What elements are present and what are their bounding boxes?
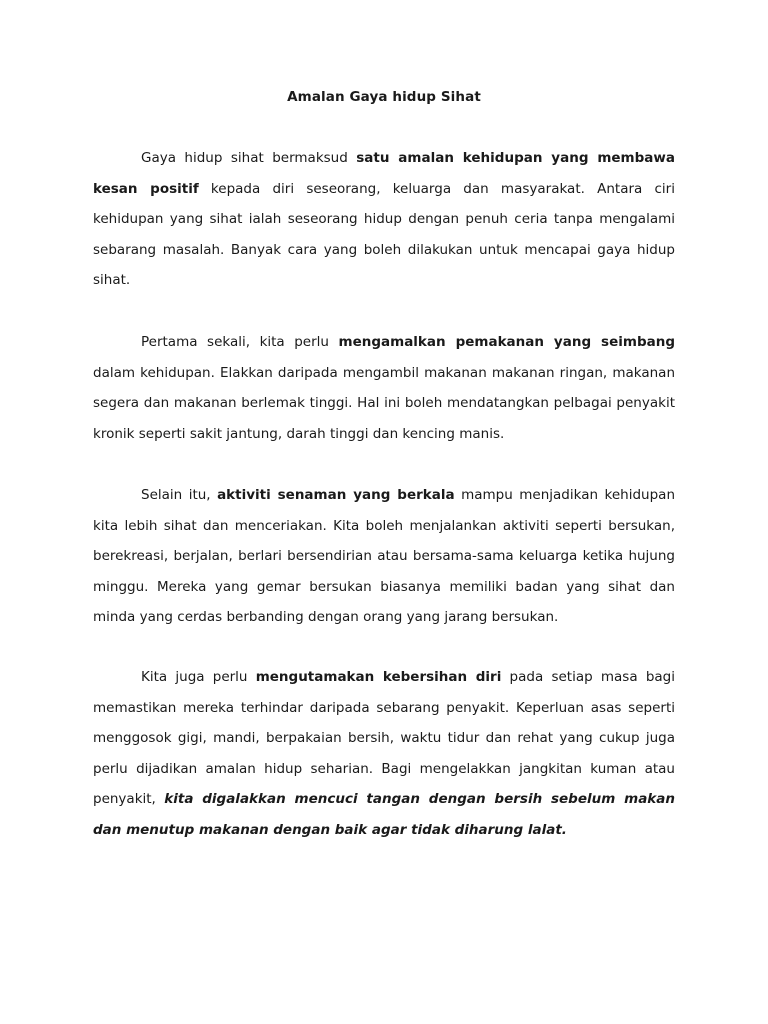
document-title: Amalan Gaya hidup Sihat xyxy=(287,89,481,105)
paragraph-text: kepada diri seseorang, keluarga dan masyarakat. Antara ciri kehidupan yang sihat ialah seseorang hidup dengan penuh ceria tanpa mengalami sebarang masalah. Banyak cara yang boleh dilakukan untuk mencapai gaya hidup sihat. xyxy=(93,180,675,288)
paragraph-diet xyxy=(93,327,675,449)
paragraph-emphasis: mengamalkan pemakanan yang seimbang xyxy=(338,334,675,350)
paragraph-text: Kita juga perlu xyxy=(141,669,256,685)
paragraph-text: mampu menjadikan kehidupan kita lebih sihat dan menceriakan. Kita boleh menjalankan aktiviti seperti bersukan, berekreasi, berjalan, berlari bersendirian atau bersama-sama keluarga ketika hujung minggu. Mereka yang gemar bersukan biasanya memiliki badan yang sihat dan minda yang cerdas berbanding dengan orang yang jarang bersukan. xyxy=(93,487,675,625)
paragraph-hygiene xyxy=(93,662,675,845)
paragraph-text: Selain itu, xyxy=(141,487,218,503)
paragraph-emphasis-italic: kita digalakkan mencuci tangan dengan bersih sebelum makan dan menutup makanan dengan baik agar tidak diharung lalat. xyxy=(93,791,675,838)
paragraph-text: pada setiap masa bagi memastikan mereka terhindar daripada sebarang penyakit. Keperluan asas seperti menggosok gigi, mandi, berpakaian bersih, waktu tidur dan rehat yang cukup juga perlu dijadikan amalan hidup seharian. Bagi mengelakkan jangkitan kuman atau penyakit, xyxy=(93,669,675,807)
paragraph-exercise xyxy=(93,480,675,633)
paragraph-text: Gaya hidup sihat bermaksud xyxy=(141,150,357,166)
paragraph-emphasis: aktiviti senaman yang berkala xyxy=(217,487,455,503)
paragraph-emphasis: mengutamakan kebersihan diri xyxy=(255,669,502,685)
paragraph-text: Pertama sekali, kita perlu xyxy=(141,334,339,350)
paragraph-intro xyxy=(93,143,675,296)
paragraph-text: dalam kehidupan. Elakkan daripada mengambil makanan makanan ringan, makanan segera dan makanan berlemak tinggi. Hal ini boleh mendatangkan pelbagai penyakit kronik seperti sakit jantung, darah tinggi dan kencing manis. xyxy=(93,364,675,442)
paragraph-emphasis: satu amalan kehidupan yang membawa kesan positif xyxy=(93,150,675,197)
